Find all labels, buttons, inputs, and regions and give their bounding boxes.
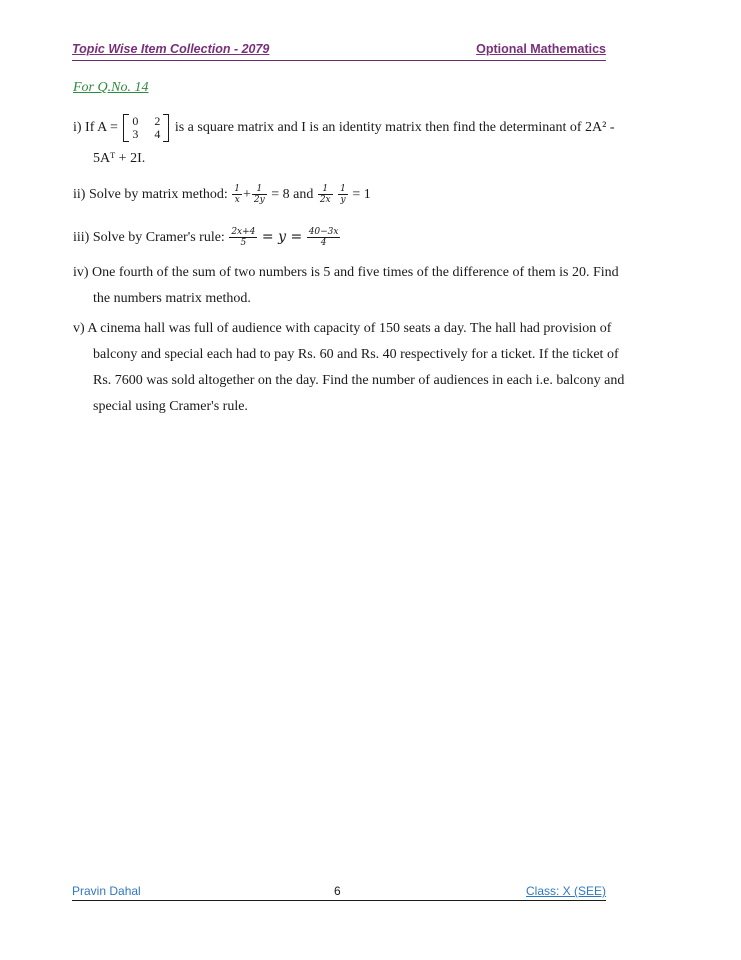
fraction: $\frac{1}{x}$ <box>234 184 240 206</box>
q2-equals-8: = 8 and <box>271 187 314 202</box>
q4-line-1: iv) One fourth of the sum of two numbers is 5 and five times of the difference of them is 20. Find <box>73 265 619 280</box>
fraction: $\frac{1}{2x}$ <box>319 184 331 206</box>
q1-continuation: 5Aᵀ + 2I. <box>93 151 146 166</box>
page-footer <box>72 884 606 901</box>
fraction: $\frac{1}{y}$ <box>340 184 346 206</box>
question-4 <box>73 260 693 312</box>
header-subject: Optional Mathematics <box>476 42 606 56</box>
matrix-cell: 2 <box>154 114 161 128</box>
question-1 <box>73 114 673 172</box>
fraction: $\frac{2x+4}{5}$ <box>231 227 256 249</box>
matrix-cell: 4 <box>154 127 161 141</box>
q3-middle: = y = <box>261 229 303 245</box>
q5-line-2: balcony and special each had to pay Rs. 60 and Rs. 40 respectively for a ticket. If the ticket of <box>93 347 619 362</box>
q1-text: is a square matrix and I is an identity matrix then find the determinant of 2A² - <box>174 120 615 136</box>
q4-line-2: the numbers matrix method. <box>93 291 251 306</box>
section-heading: For Q.No. 14 <box>73 80 149 95</box>
question-5 <box>73 316 693 420</box>
matrix-cell: 0 <box>132 114 139 128</box>
question-3 <box>73 224 673 251</box>
q3-prefix: iii) Solve by Cramer's rule: <box>73 230 225 245</box>
q1-prefix: i) If A = <box>73 120 118 136</box>
fraction: $\frac{1}{2y}$ <box>253 184 265 206</box>
question-2 <box>73 182 673 208</box>
q2-prefix: ii) Solve by matrix method: <box>73 187 228 202</box>
fraction: $\frac{40-3x}{4}$ <box>308 227 339 249</box>
plus-sign: + <box>243 187 251 202</box>
q5-line-3: Rs. 7600 was sold altogether on the day. Find the number of audiences in each i.e. balcony and <box>93 373 625 388</box>
header-title: Topic Wise Item Collection - 2079 <box>72 42 270 56</box>
q5-line-1: v) A cinema hall was full of audience with capacity of 150 seats a day. The hall had provision of <box>73 321 612 336</box>
page-header <box>72 42 606 61</box>
matrix-cell: 3 <box>132 127 139 141</box>
page-number: 6 <box>334 884 341 898</box>
matrix-a <box>123 114 169 142</box>
footer-class: Class: X (SEE) <box>525 884 606 898</box>
q5-line-4: special using Cramer's rule. <box>93 399 248 414</box>
footer-author: Pravin Dahal <box>72 884 141 898</box>
q2-equals-1: = 1 <box>352 187 371 202</box>
